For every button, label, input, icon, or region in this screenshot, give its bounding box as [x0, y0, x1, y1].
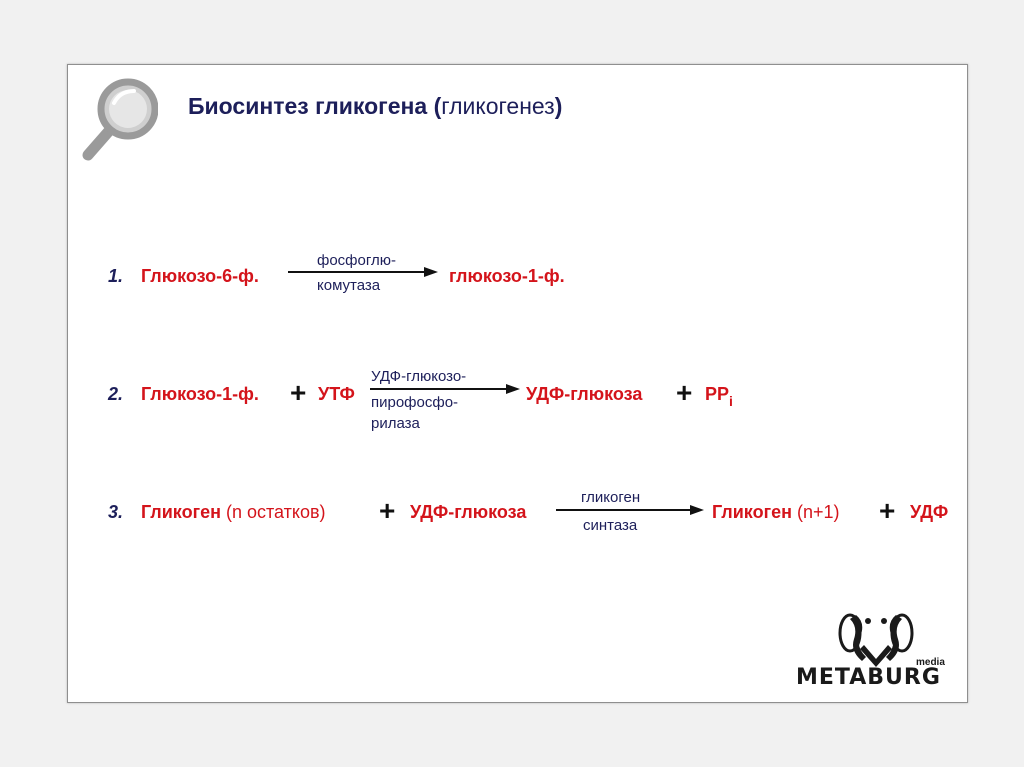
- product: глюкозо-1-ф.: [449, 266, 565, 286]
- reaction-number: 2.: [108, 384, 124, 404]
- subscript: i: [729, 393, 733, 409]
- cosubstrate: УДФ-глюкоза: [410, 502, 527, 522]
- cosubstrate: УТФ: [318, 384, 355, 404]
- reaction-number: 3.: [108, 502, 124, 522]
- magnifier-icon: [76, 73, 158, 163]
- title-main: Биосинтез гликогена: [188, 93, 428, 119]
- substrate: Гликоген (n остатков): [141, 502, 326, 522]
- plus-sign: +: [379, 495, 396, 526]
- slide-frame: [67, 64, 968, 703]
- plus-sign: +: [676, 377, 693, 408]
- product: УДФ-глюкоза: [526, 384, 643, 404]
- plus-sign: +: [879, 495, 896, 526]
- substrate: Глюкозо-1-ф.: [141, 384, 259, 404]
- enzyme-line-2: пирофосфо-: [371, 394, 459, 411]
- byproduct: УДФ: [910, 502, 949, 522]
- enzyme-line-2: синтаза: [583, 517, 638, 534]
- enzyme-line-1: гликоген: [581, 489, 641, 506]
- logo-text: METABURG: [796, 665, 941, 690]
- substrate: Глюкозо-6-ф.: [141, 266, 259, 286]
- page-title: Биосинтез гликогена (гликогенез): [188, 93, 563, 119]
- byproduct: $PP_i$: [705, 384, 733, 409]
- plus-sign: +: [290, 377, 307, 408]
- enzyme-line-2: комутаза: [317, 277, 381, 294]
- product: Гликоген (n+1): [712, 502, 840, 522]
- title-sub: гликогенез: [441, 93, 555, 119]
- enzyme-line-1: УДФ-глюкозо-: [371, 368, 467, 385]
- enzyme-line-3: рилаза: [371, 415, 420, 432]
- reaction-number: 1.: [108, 266, 124, 286]
- logo-small-text: media: [916, 657, 945, 668]
- reaction-arrow: [556, 504, 704, 516]
- enzyme-line-1: фосфоглю-: [317, 252, 397, 269]
